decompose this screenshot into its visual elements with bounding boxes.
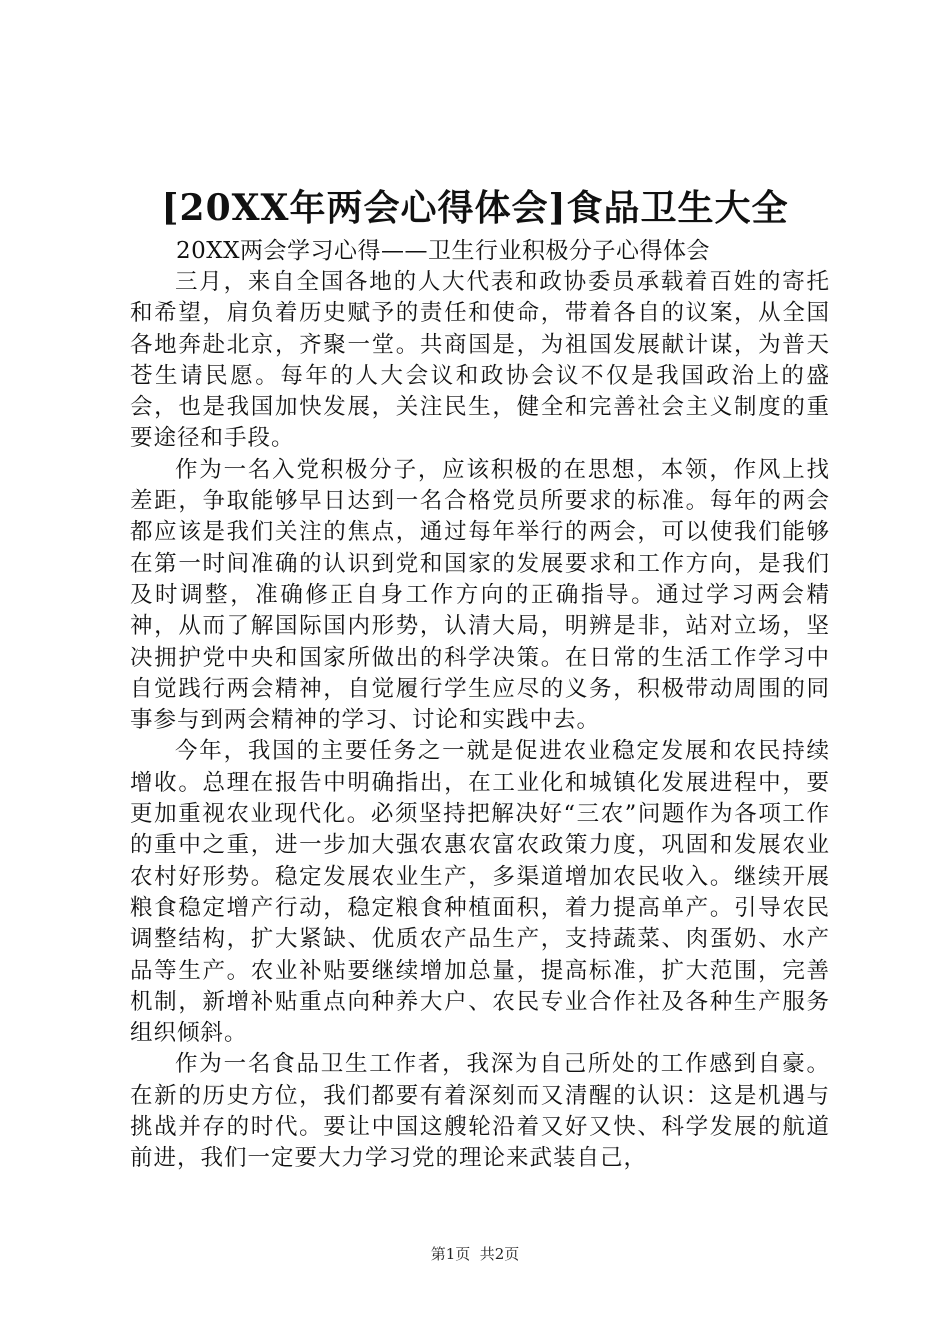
document-subtitle: 20XX两会学习心得——卫生行业积极分子心得体会: [176, 238, 711, 264]
page-footer: 第1页 共2页: [430, 1245, 520, 1263]
paragraph: 今年，我国的主要任务之一就是促进农业稳定发展和农民持续增收。总理在报告中明确指出，在工业化和城镇化发展进程中，要更加重视农业现代化。必须坚持把解决好“三农”问题作为各项工作的重中之重，进一步加大强农惠农富农政策力度，巩固和发展农业农村好形势。稳定发展农业生产，多渠道增加农民收入。继续开展粮食稳定增产行动，稳定粮食种植面积，着力提高单产。引导农民调整结构，扩大紧缺、优质农产品生产，支持蔬菜、肉蛋奶、水产品等生产。农业补贴要继续增加总量，提高标准，扩大范围，完善机制，新增补贴重点向种养大户、农民专业合作社及各种生产服务组织倾斜。: [130, 738, 830, 1047]
paragraph: 作为一名入党积极分子，应该积极的在思想，本领，作风上找差距，争取能够早日达到一名合格党员所要求的标准。每年的两会都应该是我们关注的焦点，通过每年举行的两会，可以使我们能够在第一时间准确的认识到党和国家的发展要求和工作方向，是我们及时调整，准确修正自身工作方向的正确指导。通过学习两会精神，从而了解国际国内形势，认清大局，明辨是非，站对立场，坚决拥护党中央和国家所做出的科学决策。在日常的生活工作学习中自觉践行两会精神，自觉履行学生应尽的义务，积极带动周围的同事参与到两会精神的学习、讨论和实践中去。: [130, 456, 830, 734]
paragraph: 作为一名食品卫生工作者，我深为自己所处的工作感到自豪。在新的历史方位，我们都要有着深刻而又清醒的认识：这是机遇与挑战并存的时代。要让中国这艘轮沿着又好又快、科学发展的航道前进，我们一定要大力学习党的理论来武装自己，: [130, 1051, 830, 1172]
document-title: [20XX年两会心得体会]食品卫生大全: [161, 187, 789, 229]
paragraph: 三月，来自全国各地的人大代表和政协委员承载着百姓的寄托和希望，肩负着历史赋予的责任和使命，带着各自的议案，从全国各地奔赴北京，齐聚一堂。共商国是，为祖国发展献计谋，为普天苍生请民愿。每年的人大会议和政协会议不仅是我国政治上的盛会，也是我国加快发展，关注民生，健全和完善社会主义制度的重要途径和手段。: [130, 269, 830, 452]
document-body: [130, 236, 830, 1175]
